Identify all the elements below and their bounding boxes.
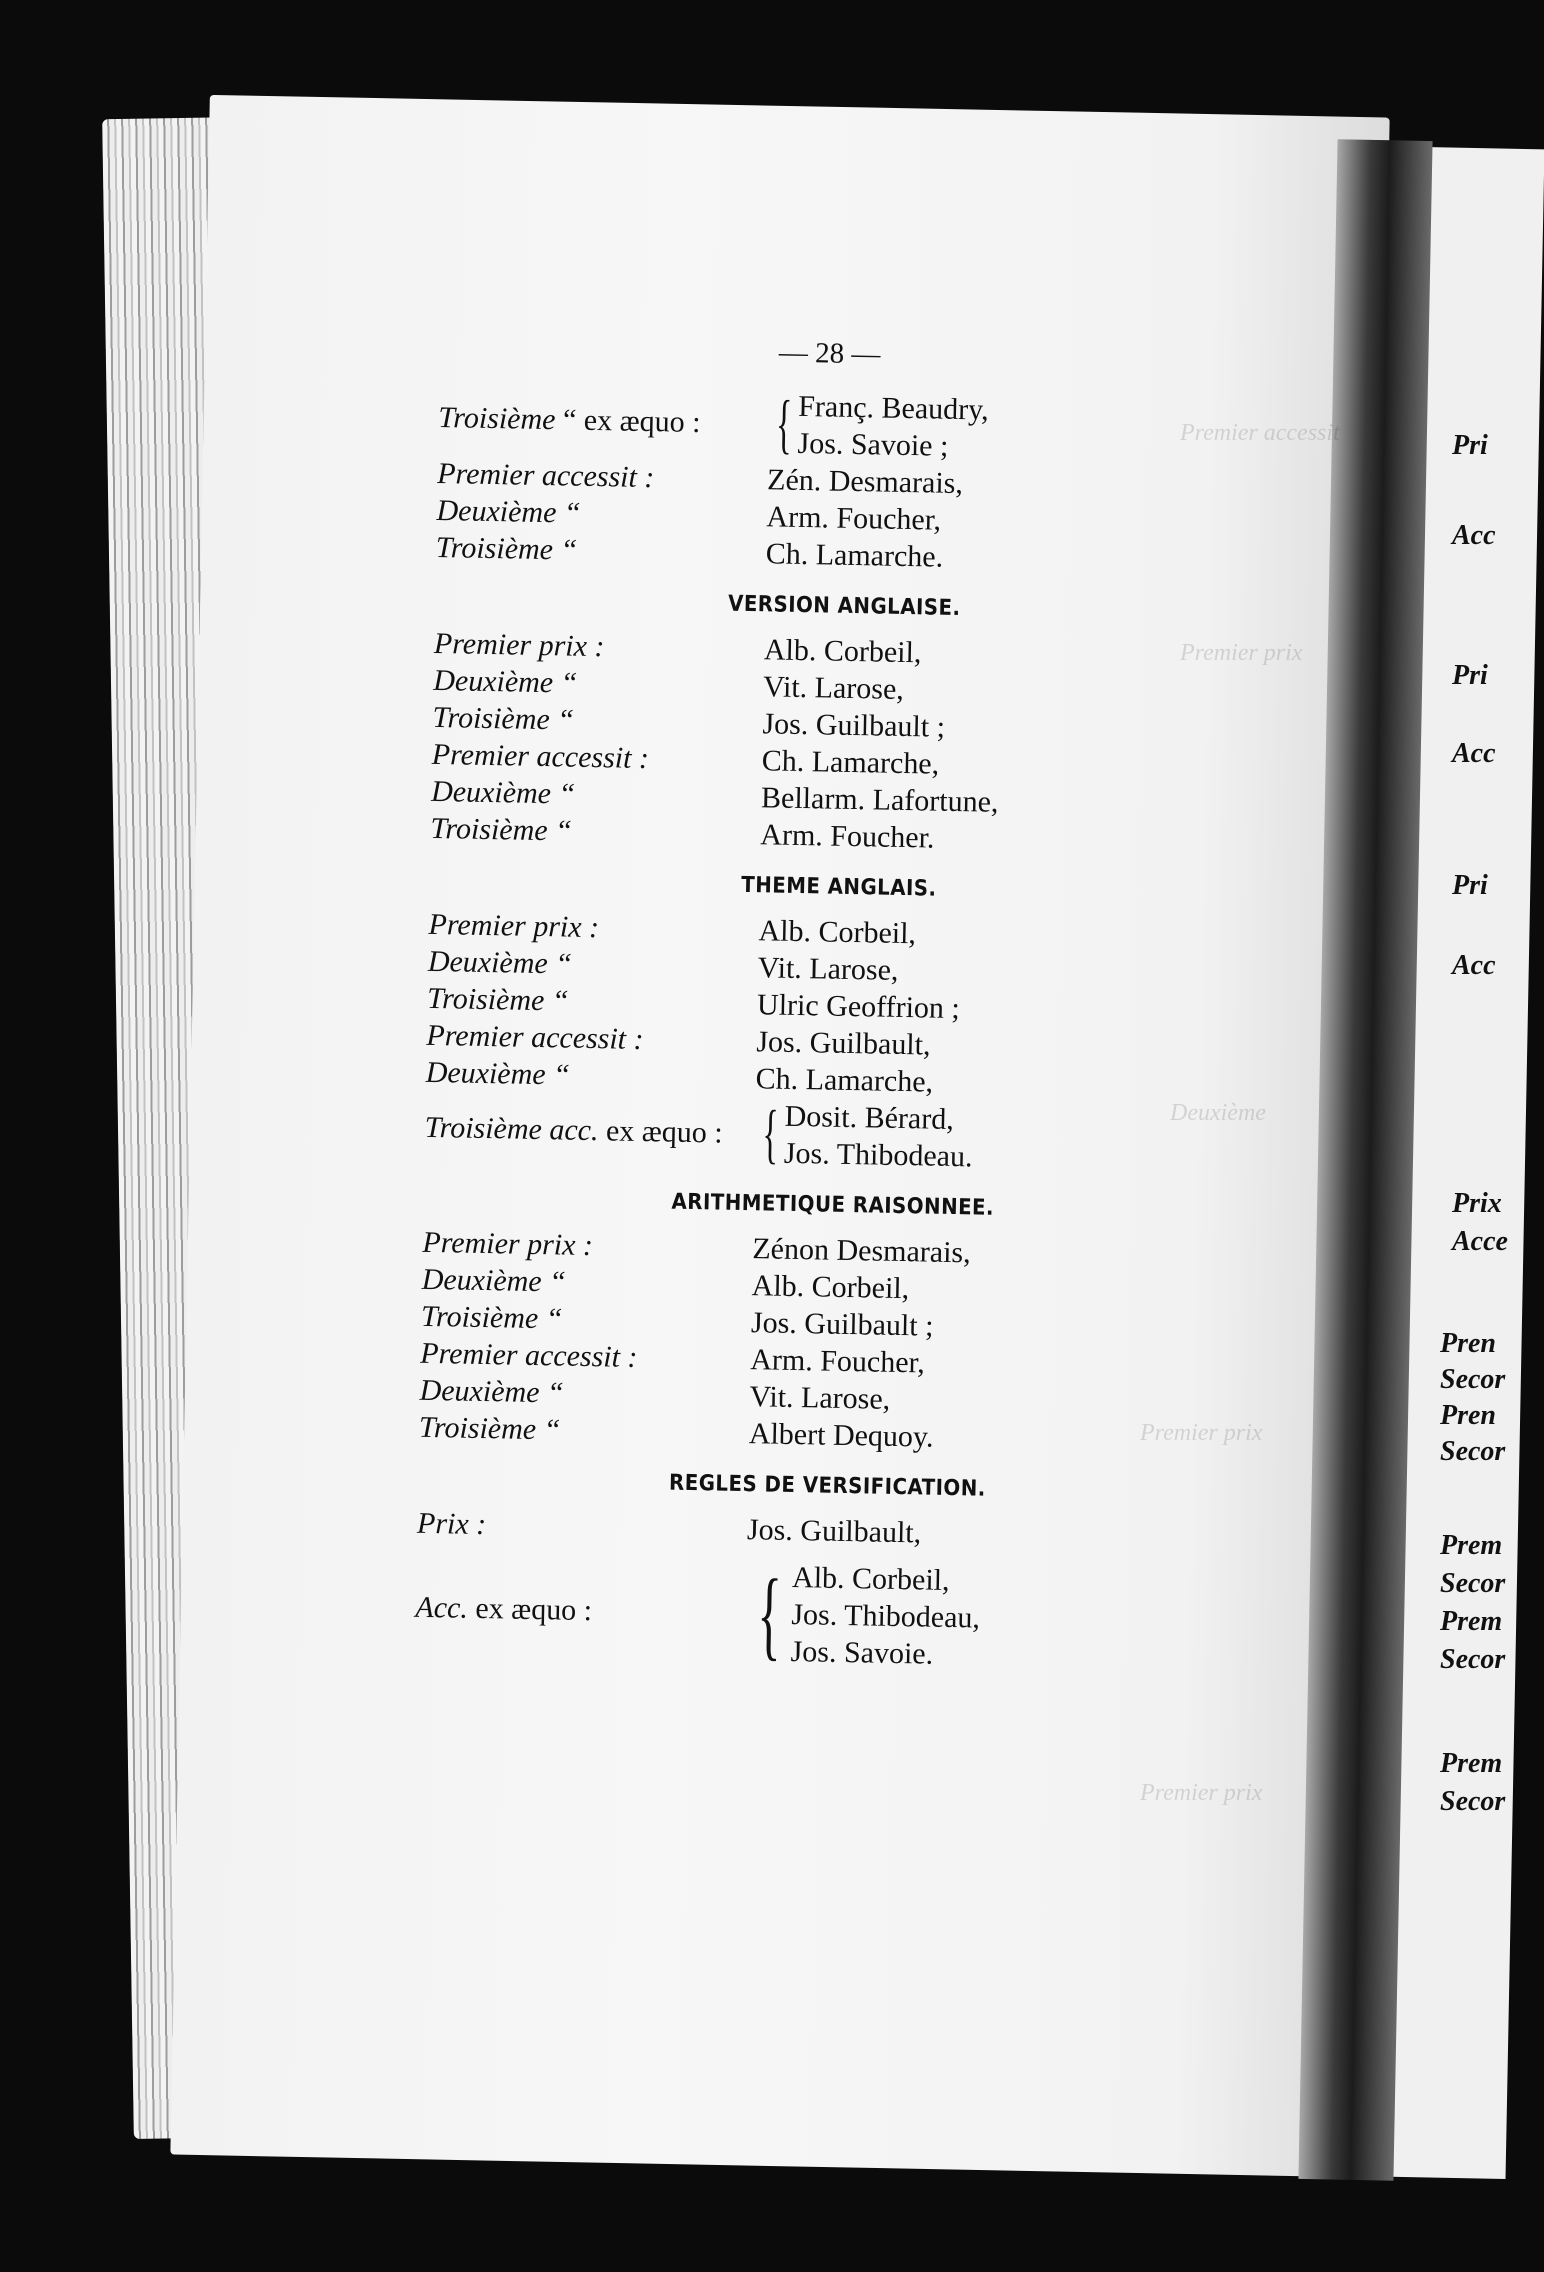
award-label: Premier accessit : [436,456,655,494]
top-block [435,381,1158,580]
award-label: Deuxième “ [432,663,578,700]
bleed-through-text: Premier prix [1140,1420,1263,1446]
facing-page-fragment: Pri [1452,870,1488,901]
bleed-through-text: Premier prix [1180,640,1303,666]
award-label: Premier prix : [422,1225,594,1262]
section-title: REGLES DE VERSIFICATION. [668,1470,986,1502]
award-label [438,401,769,441]
student-name: Jos. Guilbault, [746,1512,922,1549]
facing-page-fragment: Secor [1440,1786,1506,1817]
award-label: Premier accessit : [426,1018,644,1056]
bleed-through-text: Deuxième [1170,1100,1266,1126]
student-name: Zén. Desmarais, [766,462,964,500]
facing-page-fragment: Acc [1452,738,1496,769]
award-rank: Troisième acc. [424,1110,599,1148]
award-label: Troisième “ [432,700,575,737]
award-label: Troisième “ [426,981,569,1018]
award-row-ex-aequo [424,1091,1145,1179]
prize-section [430,586,1155,861]
student-name: Alb. Corbeil, [791,1560,950,1598]
name-list [797,388,989,466]
bleed-through-text: Premier accessit [1180,420,1340,446]
student-name: Alb. Corbeil, [751,1268,910,1305]
award-label: Deuxième “ [421,1262,567,1299]
facing-page-fragment: Secor [1440,1364,1506,1395]
student-name: Zénon Desmarais, [752,1231,971,1269]
facing-page-fragment: Pri [1452,430,1488,461]
section-title: THEME ANGLAIS. [741,872,937,902]
facing-page-fragment: Prem [1440,1606,1503,1637]
award-row-ex-aequo [414,1552,1136,1677]
student-name: Albert Dequoy. [748,1416,934,1454]
name-list [784,1098,974,1176]
award-label: Deuxième “ [430,774,576,811]
award-rank: Troisième [438,400,556,437]
student-name: Vit. Larose, [749,1379,891,1416]
facing-page-fragment: Secor [1440,1644,1506,1675]
student-name: Arm. Foucher. [760,817,935,855]
award-row-ex-aequo [438,381,1159,469]
award-names [754,1097,1145,1178]
page-content [414,330,1159,1677]
section-title: VERSION ANGLAISE. [727,591,961,622]
award-label: Troisième “ [420,1299,563,1336]
award-label: Prix : [416,1506,487,1541]
award-label: Premier accessit : [420,1336,638,1374]
facing-page-fragment: Pren [1440,1328,1496,1359]
student-name: Ch. Lamarche. [765,536,944,574]
prize-sections [414,586,1155,1677]
prize-section [414,1466,1138,1677]
student-name: Jos. Guilbault, [756,1024,931,1062]
facing-page-fragment: Secor [1440,1568,1506,1599]
award-label: Premier prix : [428,907,600,944]
award-label: Deuxième “ [436,493,581,530]
award-names [768,387,1159,468]
facing-page-fragment: Prem [1440,1748,1503,1779]
student-name: Jos. Guilbault ; [750,1305,934,1343]
student-name: Jos. Savoie ; [797,426,949,463]
student-name: Franç. Beaudry, [797,389,990,427]
student-name: Ch. Lamarche, [761,743,940,781]
student-name: Jos. Thibodeau, [791,1597,981,1635]
facing-page-fragment: Acc [1452,520,1496,551]
facing-page-fragment: Prix [1452,1188,1502,1219]
facing-page-fragment: Acc [1452,950,1496,981]
award-label: Troisième “ [435,530,578,567]
student-name: Ulric Geoffrion ; [756,987,961,1025]
name-list [790,1559,981,1674]
facing-page-fragment: Acce [1452,1226,1508,1257]
ex-aequo-note: ex æquo : [598,1114,723,1150]
brace-group [744,1558,1136,1676]
award-label: Deuxième “ [419,1373,565,1410]
award-label: Deuxième “ [427,944,573,981]
student-name: Jos. Guilbault ; [762,706,946,744]
student-name: Bellarm. Lafortune, [760,780,999,819]
bleed-through-text: Premier prix [1140,1780,1263,1806]
student-name: Ch. Lamarche, [755,1061,934,1099]
facing-page-fragment: Pren [1440,1400,1496,1431]
award-label [415,1590,746,1630]
brace-symbol: { [761,1097,780,1171]
student-name: Jos. Savoie. [790,1634,934,1671]
facing-page-fragment: Prem [1440,1530,1503,1561]
prize-section [419,1185,1144,1460]
brace-symbol: { [756,1557,783,1670]
student-name: Alb. Corbeil, [763,632,922,669]
award-label: Troisième “ [430,811,573,848]
section-title: ARITHMETIQUE RAISONNEE. [671,1189,995,1221]
student-name: Jos. Thibodeau. [783,1136,973,1174]
award-label [424,1111,755,1151]
award-rank: Acc. [415,1590,469,1625]
award-names [744,1558,1136,1676]
brace-symbol: { [775,387,793,461]
facing-page-fragment: Pri [1452,660,1488,691]
page-number: — 28 — [778,336,881,371]
student-name: Arm. Foucher, [766,499,942,537]
facing-page-fragment: Secor [1440,1436,1506,1467]
brace-group [754,1097,1145,1178]
award-label: Premier prix : [433,626,605,663]
student-name: Arm. Foucher, [749,1342,926,1379]
brace-group [768,387,1159,468]
student-name: Vit. Larose, [757,950,899,987]
ex-aequo-note: “ ex æquo : [555,403,701,440]
student-name: Alb. Corbeil, [758,913,917,950]
prize-section [424,867,1150,1179]
ex-aequo-note: ex æquo : [467,1591,593,1627]
award-label: Troisième “ [418,1410,561,1447]
award-label: Premier accessit : [431,737,650,775]
student-name: Dosit. Bérard, [784,1099,955,1137]
student-name: Vit. Larose, [762,669,905,706]
award-label: Deuxième “ [425,1055,571,1092]
